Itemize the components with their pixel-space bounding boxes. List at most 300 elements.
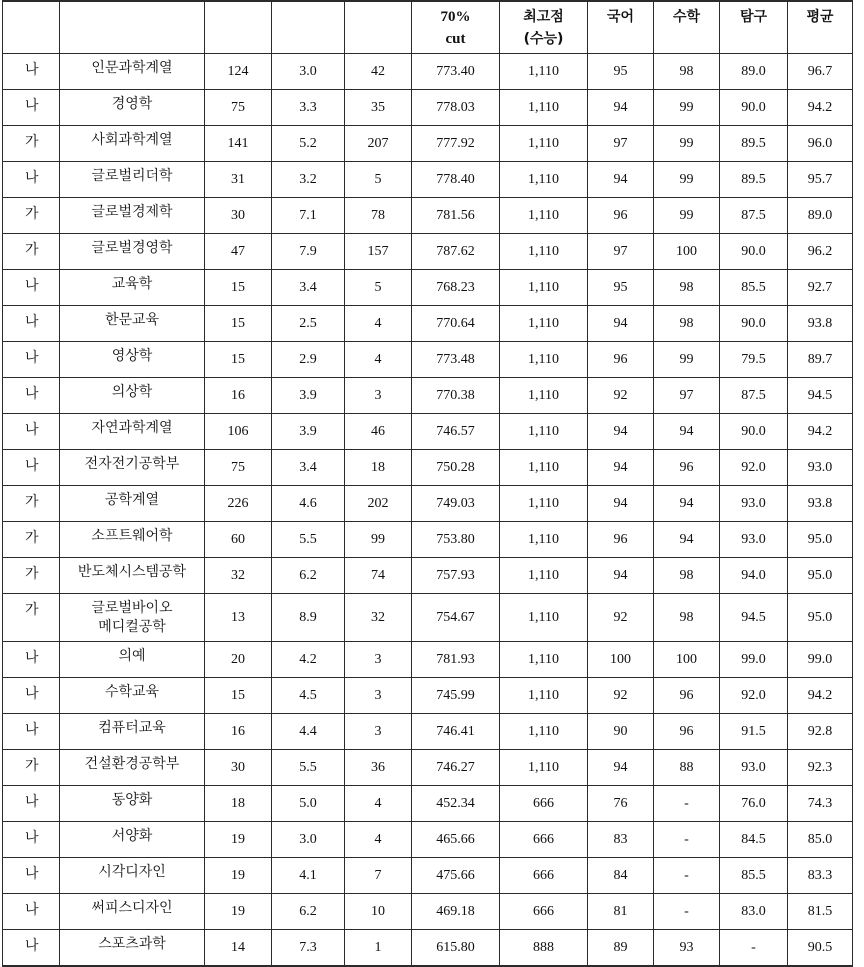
average-cell bbox=[788, 594, 853, 642]
korean-cell bbox=[588, 894, 654, 930]
quota-text: 226 bbox=[227, 495, 249, 511]
quota-cell bbox=[205, 522, 272, 558]
korean-cell bbox=[588, 270, 654, 306]
math-cell bbox=[654, 678, 720, 714]
max-score-text: 1,110 bbox=[528, 63, 559, 79]
cut70-cell bbox=[412, 198, 500, 234]
quota-cell bbox=[205, 930, 272, 967]
cut70-text: 778.03 bbox=[436, 99, 475, 115]
average-text: 93.0 bbox=[807, 459, 833, 475]
header-average: 평균 bbox=[788, 1, 853, 54]
department-text: 글로벌경영학 bbox=[91, 240, 173, 256]
admission-type-cell bbox=[3, 234, 60, 270]
cut70-text: 768.23 bbox=[436, 279, 475, 295]
competition-rate-text: 3.4 bbox=[299, 279, 317, 295]
cut70-cell bbox=[412, 486, 500, 522]
korean-cell bbox=[588, 594, 654, 642]
inquiry-text: - bbox=[751, 939, 756, 955]
header-max-score bbox=[500, 1, 588, 54]
math-cell bbox=[654, 90, 720, 126]
average-text: 85.0 bbox=[807, 831, 833, 847]
inquiry-cell bbox=[720, 558, 788, 594]
cut70-text: 778.40 bbox=[436, 171, 475, 187]
cut70-cell bbox=[412, 162, 500, 198]
table-row bbox=[3, 378, 853, 414]
waitlist-cell bbox=[345, 306, 412, 342]
competition-rate-text: 7.1 bbox=[299, 207, 317, 223]
inquiry-cell bbox=[720, 786, 788, 822]
waitlist-text: 32 bbox=[371, 609, 385, 625]
department-cell bbox=[60, 90, 205, 126]
cut70-cell bbox=[412, 54, 500, 90]
max-score-cell bbox=[500, 522, 588, 558]
quota-text: 60 bbox=[231, 531, 245, 547]
admission-type-cell bbox=[3, 894, 60, 930]
math-text: - bbox=[684, 795, 689, 811]
cut70-cell bbox=[412, 450, 500, 486]
korean-text: 97 bbox=[613, 243, 628, 259]
cut70-text: 773.40 bbox=[436, 63, 475, 79]
average-text: 83.3 bbox=[807, 867, 833, 883]
quota-cell bbox=[205, 486, 272, 522]
waitlist-text: 5 bbox=[374, 279, 382, 295]
quota-cell bbox=[205, 126, 272, 162]
korean-text: 100 bbox=[610, 651, 631, 667]
waitlist-text: 4 bbox=[374, 831, 382, 847]
header-inquiry: 탐구 bbox=[720, 1, 788, 54]
inquiry-text: 85.5 bbox=[741, 867, 766, 883]
math-text: 99 bbox=[679, 135, 694, 151]
quota-text: 106 bbox=[227, 423, 249, 439]
table-row bbox=[3, 486, 853, 522]
admission-type-text: 나 bbox=[25, 902, 39, 918]
math-cell bbox=[654, 714, 720, 750]
competition-rate-text: 4.4 bbox=[299, 723, 317, 739]
korean-cell bbox=[588, 558, 654, 594]
quota-cell bbox=[205, 378, 272, 414]
korean-cell bbox=[588, 750, 654, 786]
cut70-cell bbox=[412, 930, 500, 967]
table-body bbox=[3, 54, 853, 967]
waitlist-cell bbox=[345, 54, 412, 90]
inquiry-text: 90.0 bbox=[741, 315, 766, 331]
inquiry-text: 99.0 bbox=[741, 651, 766, 667]
competition-rate-text: 3.3 bbox=[299, 99, 317, 115]
average-text: 96.7 bbox=[807, 63, 833, 79]
competition-rate-text: 5.5 bbox=[299, 759, 317, 775]
korean-cell bbox=[588, 162, 654, 198]
header-cell-empty bbox=[272, 1, 345, 54]
competition-rate-text: 3.2 bbox=[299, 171, 317, 187]
math-text: 99 bbox=[679, 171, 694, 187]
max-score-cell bbox=[500, 678, 588, 714]
table-row bbox=[3, 642, 853, 678]
admission-type-cell bbox=[3, 198, 60, 234]
admission-type-text: 가 bbox=[25, 758, 39, 774]
korean-text: 89 bbox=[613, 939, 628, 955]
competition-rate-cell bbox=[272, 414, 345, 450]
quota-text: 15 bbox=[231, 279, 245, 295]
cut70-text: 475.66 bbox=[436, 867, 475, 883]
admission-type-cell bbox=[3, 378, 60, 414]
cut70-text: 750.28 bbox=[436, 459, 475, 475]
inquiry-cell bbox=[720, 522, 788, 558]
waitlist-cell bbox=[345, 486, 412, 522]
inquiry-cell bbox=[720, 270, 788, 306]
inquiry-cell bbox=[720, 450, 788, 486]
average-text: 93.8 bbox=[807, 495, 833, 511]
table-row bbox=[3, 522, 853, 558]
inquiry-text: 89.5 bbox=[741, 171, 766, 187]
cut70-cell bbox=[412, 414, 500, 450]
inquiry-text: 94.5 bbox=[741, 609, 766, 625]
max-score-text: 1,110 bbox=[528, 609, 559, 625]
average-cell bbox=[788, 558, 853, 594]
competition-rate-text: 3.9 bbox=[299, 387, 317, 403]
table-row bbox=[3, 450, 853, 486]
header-cut70 bbox=[412, 1, 500, 54]
admission-type-text: 나 bbox=[25, 62, 39, 78]
admission-type-cell bbox=[3, 678, 60, 714]
cut70-cell bbox=[412, 594, 500, 642]
korean-text: 96 bbox=[613, 531, 628, 547]
average-cell bbox=[788, 342, 853, 378]
quota-cell bbox=[205, 786, 272, 822]
math-text: 94 bbox=[679, 495, 694, 511]
table-row bbox=[3, 270, 853, 306]
admission-type-text: 가 bbox=[25, 494, 39, 510]
department-cell bbox=[60, 378, 205, 414]
cut70-text: 746.41 bbox=[436, 723, 475, 739]
inquiry-text: 89.0 bbox=[741, 63, 766, 79]
max-score-text: 888 bbox=[533, 939, 554, 955]
cut70-cell bbox=[412, 714, 500, 750]
korean-cell bbox=[588, 306, 654, 342]
admission-type-cell bbox=[3, 162, 60, 198]
waitlist-text: 18 bbox=[371, 459, 385, 475]
max-score-cell bbox=[500, 486, 588, 522]
admission-type-text: 가 bbox=[25, 602, 39, 618]
math-cell bbox=[654, 198, 720, 234]
department-text: 글로벌리더학 bbox=[91, 168, 173, 184]
average-text: 89.7 bbox=[807, 351, 833, 367]
inquiry-cell bbox=[720, 594, 788, 642]
competition-rate-text: 3.0 bbox=[299, 63, 317, 79]
competition-rate-cell bbox=[272, 378, 345, 414]
department-text: 반도체시스템공학 bbox=[77, 564, 187, 580]
korean-text: 94 bbox=[613, 171, 628, 187]
quota-text: 47 bbox=[231, 243, 245, 259]
average-text: 94.5 bbox=[807, 387, 833, 403]
quota-text: 124 bbox=[227, 63, 249, 79]
math-text: 100 bbox=[676, 651, 697, 667]
inquiry-text: 93.0 bbox=[741, 495, 766, 511]
korean-text: 97 bbox=[613, 135, 628, 151]
department-cell bbox=[60, 198, 205, 234]
department-cell bbox=[60, 126, 205, 162]
cut70-cell bbox=[412, 306, 500, 342]
department-cell bbox=[60, 162, 205, 198]
admission-type-text: 가 bbox=[25, 566, 39, 582]
quota-text: 75 bbox=[231, 459, 245, 475]
max-score-text: 1,110 bbox=[528, 423, 559, 439]
cut70-text: 465.66 bbox=[436, 831, 475, 847]
waitlist-cell bbox=[345, 414, 412, 450]
admission-type-cell bbox=[3, 270, 60, 306]
admission-type-text: 나 bbox=[25, 314, 39, 330]
average-cell bbox=[788, 126, 853, 162]
korean-cell bbox=[588, 858, 654, 894]
competition-rate-cell bbox=[272, 486, 345, 522]
competition-rate-text: 2.5 bbox=[299, 315, 317, 331]
admission-type-cell bbox=[3, 750, 60, 786]
table-row bbox=[3, 894, 853, 930]
inquiry-text: 92.0 bbox=[741, 687, 766, 703]
math-cell bbox=[654, 486, 720, 522]
math-text: 96 bbox=[679, 459, 694, 475]
department-cell bbox=[60, 414, 205, 450]
math-cell bbox=[654, 930, 720, 967]
admission-type-text: 나 bbox=[25, 650, 39, 666]
inquiry-cell bbox=[720, 858, 788, 894]
quota-text: 15 bbox=[231, 351, 245, 367]
korean-cell bbox=[588, 678, 654, 714]
competition-rate-cell bbox=[272, 90, 345, 126]
admission-type-text: 나 bbox=[25, 278, 39, 294]
korean-cell bbox=[588, 642, 654, 678]
admission-type-text: 나 bbox=[25, 830, 39, 846]
department-cell bbox=[60, 342, 205, 378]
admission-type-cell bbox=[3, 486, 60, 522]
korean-text: 83 bbox=[613, 831, 628, 847]
competition-rate-text: 5.2 bbox=[299, 135, 317, 151]
math-cell bbox=[654, 234, 720, 270]
max-score-text: 1,110 bbox=[528, 135, 559, 151]
waitlist-cell bbox=[345, 894, 412, 930]
korean-text: 92 bbox=[613, 609, 628, 625]
waitlist-cell bbox=[345, 786, 412, 822]
quota-cell bbox=[205, 306, 272, 342]
table-row bbox=[3, 594, 853, 642]
admission-type-cell bbox=[3, 342, 60, 378]
table-row bbox=[3, 54, 853, 90]
waitlist-text: 5 bbox=[374, 171, 382, 187]
inquiry-text: 84.5 bbox=[741, 831, 766, 847]
competition-rate-cell bbox=[272, 270, 345, 306]
math-text: 94 bbox=[679, 531, 694, 547]
max-score-cell bbox=[500, 162, 588, 198]
waitlist-text: 4 bbox=[374, 315, 382, 331]
korean-text: 76 bbox=[613, 795, 628, 811]
inquiry-cell bbox=[720, 198, 788, 234]
max-score-text: 1,110 bbox=[528, 459, 559, 475]
admission-type-cell bbox=[3, 594, 60, 642]
cut70-text: 469.18 bbox=[436, 903, 475, 919]
korean-cell bbox=[588, 522, 654, 558]
math-cell bbox=[654, 858, 720, 894]
table-row bbox=[3, 198, 853, 234]
competition-rate-cell bbox=[272, 750, 345, 786]
cut70-cell bbox=[412, 558, 500, 594]
department-cell bbox=[60, 522, 205, 558]
inquiry-text: 87.5 bbox=[741, 387, 766, 403]
department-text: 경영학 bbox=[111, 96, 153, 112]
korean-text: 94 bbox=[613, 459, 628, 475]
quota-text: 75 bbox=[231, 99, 245, 115]
average-cell bbox=[788, 162, 853, 198]
department-text: 컴퓨터교육 bbox=[98, 720, 166, 736]
max-score-text: 1,110 bbox=[528, 243, 559, 259]
inquiry-cell bbox=[720, 126, 788, 162]
admission-type-text: 가 bbox=[25, 134, 39, 150]
average-cell bbox=[788, 54, 853, 90]
admission-type-cell bbox=[3, 858, 60, 894]
korean-text: 90 bbox=[613, 723, 628, 739]
header-cell-empty bbox=[205, 1, 272, 54]
max-score-cell bbox=[500, 450, 588, 486]
table-row bbox=[3, 786, 853, 822]
quota-text: 15 bbox=[231, 315, 245, 331]
competition-rate-cell bbox=[272, 126, 345, 162]
inquiry-cell bbox=[720, 54, 788, 90]
admission-type-cell bbox=[3, 714, 60, 750]
average-text: 74.3 bbox=[807, 795, 833, 811]
department-cell bbox=[60, 750, 205, 786]
competition-rate-text: 4.1 bbox=[299, 867, 317, 883]
math-text: 98 bbox=[679, 279, 694, 295]
competition-rate-cell bbox=[272, 858, 345, 894]
admission-type-cell bbox=[3, 642, 60, 678]
average-text: 90.5 bbox=[807, 939, 833, 955]
table-row bbox=[3, 822, 853, 858]
admission-type-text: 나 bbox=[25, 458, 39, 474]
department-text: 스포츠과학 bbox=[98, 936, 166, 952]
department-text: 교육학 bbox=[111, 276, 153, 292]
cut70-cell bbox=[412, 90, 500, 126]
average-text: 81.5 bbox=[807, 903, 833, 919]
inquiry-cell bbox=[720, 342, 788, 378]
max-score-cell bbox=[500, 930, 588, 967]
math-cell bbox=[654, 414, 720, 450]
competition-rate-cell bbox=[272, 822, 345, 858]
waitlist-cell bbox=[345, 858, 412, 894]
inquiry-cell bbox=[720, 642, 788, 678]
max-score-cell bbox=[500, 90, 588, 126]
max-score-cell bbox=[500, 822, 588, 858]
quota-text: 19 bbox=[231, 867, 245, 883]
cut70-text: 781.56 bbox=[436, 207, 475, 223]
korean-cell bbox=[588, 450, 654, 486]
average-text: 99.0 bbox=[807, 651, 833, 667]
average-text: 94.2 bbox=[807, 423, 833, 439]
waitlist-cell bbox=[345, 270, 412, 306]
waitlist-text: 202 bbox=[367, 495, 389, 511]
quota-text: 19 bbox=[231, 903, 245, 919]
department-text: 소프트웨어학 bbox=[91, 528, 173, 544]
korean-text: 84 bbox=[613, 867, 628, 883]
average-cell bbox=[788, 450, 853, 486]
department-text: 의상학 bbox=[111, 384, 153, 400]
header-max-line1: 최고점 bbox=[523, 8, 564, 25]
quota-text: 32 bbox=[231, 567, 245, 583]
inquiry-text: 94.0 bbox=[741, 567, 766, 583]
quota-text: 18 bbox=[231, 795, 245, 811]
table-row bbox=[3, 714, 853, 750]
inquiry-text: 87.5 bbox=[741, 207, 766, 223]
inquiry-cell bbox=[720, 306, 788, 342]
average-text: 92.3 bbox=[807, 759, 833, 775]
average-cell bbox=[788, 786, 853, 822]
max-score-text: 1,110 bbox=[528, 531, 559, 547]
max-score-cell bbox=[500, 54, 588, 90]
math-text: 88 bbox=[679, 759, 694, 775]
header-cut70-line1: 70% bbox=[440, 8, 471, 25]
math-cell bbox=[654, 750, 720, 786]
average-cell bbox=[788, 894, 853, 930]
department-text: 글로벌바이오 메디컬공학 bbox=[91, 600, 173, 635]
quota-text: 16 bbox=[231, 387, 245, 403]
math-text: 96 bbox=[679, 723, 694, 739]
admission-type-cell bbox=[3, 414, 60, 450]
competition-rate-cell bbox=[272, 894, 345, 930]
competition-rate-cell bbox=[272, 522, 345, 558]
max-score-text: 1,110 bbox=[528, 759, 559, 775]
korean-cell bbox=[588, 414, 654, 450]
cut70-text: 773.48 bbox=[436, 351, 475, 367]
waitlist-text: 74 bbox=[371, 567, 385, 583]
admission-type-text: 가 bbox=[25, 206, 39, 222]
inquiry-text: 91.5 bbox=[741, 723, 766, 739]
waitlist-cell bbox=[345, 450, 412, 486]
average-text: 94.2 bbox=[807, 99, 833, 115]
korean-cell bbox=[588, 486, 654, 522]
department-cell bbox=[60, 594, 205, 642]
quota-cell bbox=[205, 594, 272, 642]
admission-type-text: 가 bbox=[25, 530, 39, 546]
admission-type-text: 나 bbox=[25, 866, 39, 882]
department-text: 의예 bbox=[118, 648, 146, 664]
admission-type-cell bbox=[3, 522, 60, 558]
cut70-text: 753.80 bbox=[436, 531, 475, 547]
competition-rate-cell bbox=[272, 642, 345, 678]
average-cell bbox=[788, 414, 853, 450]
math-cell bbox=[654, 270, 720, 306]
quota-cell bbox=[205, 822, 272, 858]
competition-rate-text: 5.0 bbox=[299, 795, 317, 811]
cut70-text: 754.67 bbox=[436, 609, 475, 625]
average-cell bbox=[788, 822, 853, 858]
korean-cell bbox=[588, 54, 654, 90]
department-cell bbox=[60, 450, 205, 486]
competition-rate-cell bbox=[272, 450, 345, 486]
math-cell bbox=[654, 54, 720, 90]
average-cell bbox=[788, 306, 853, 342]
waitlist-cell bbox=[345, 522, 412, 558]
cut70-text: 770.64 bbox=[436, 315, 475, 331]
header-cut70-line2: cut bbox=[445, 30, 466, 47]
quota-text: 16 bbox=[231, 723, 245, 739]
max-score-cell bbox=[500, 786, 588, 822]
inquiry-cell bbox=[720, 378, 788, 414]
cut70-cell bbox=[412, 678, 500, 714]
average-cell bbox=[788, 714, 853, 750]
korean-cell bbox=[588, 342, 654, 378]
competition-rate-cell bbox=[272, 306, 345, 342]
department-text: 한문교육 bbox=[104, 312, 160, 328]
department-text: 영상학 bbox=[111, 348, 153, 364]
department-text: 시각디자인 bbox=[98, 864, 166, 880]
max-score-cell bbox=[500, 642, 588, 678]
